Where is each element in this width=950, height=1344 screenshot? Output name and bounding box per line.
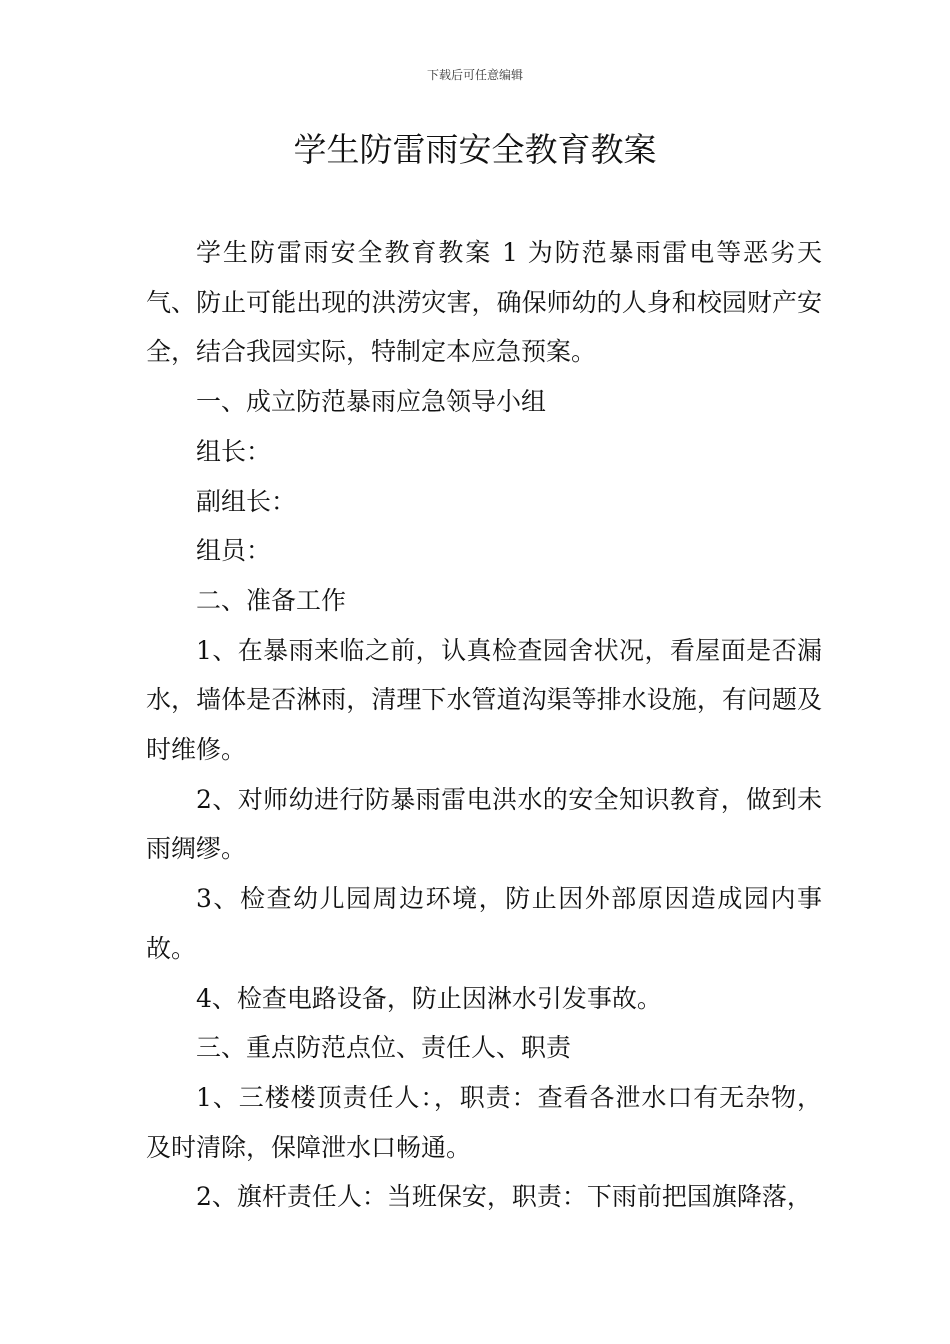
- document-body: [146, 228, 822, 1222]
- heading-section-2: 二、准备工作: [196, 585, 347, 615]
- paragraph-prep-1: 1、在暴雨来临之前，认真检查园舍状况，看屋面是否漏水，墙体是否淋雨，清理下水管道沟渠等排水设施，有问题及时维修。: [146, 635, 822, 765]
- paragraph-prep-3: 3、检查幼儿园周边环境，防止因外部原因造成园内事故。: [146, 884, 822, 963]
- heading-section-1: 一、成立防范暴雨应急领导小组: [196, 387, 547, 417]
- paragraph-members: 组员：: [196, 536, 272, 566]
- document-title: 学生防雷雨安全教育教案: [293, 130, 657, 169]
- heading-section-3: 三、重点防范点位、责任人、职责: [196, 1033, 572, 1063]
- paragraph-prep-4: 4、检查电路设备，防止因淋水引发事故。: [196, 983, 662, 1013]
- paragraph-deputy-leader: 副组长：: [196, 486, 297, 516]
- paragraph-prep-2: 2、对师幼进行防暴雨雷电洪水的安全知识教育，做到未雨绸缪。: [146, 784, 822, 864]
- paragraph-duty-1: 1、三楼楼顶责任人：，职责：查看各泄水口有无杂物，及时清除，保障泄水口畅通。: [146, 1082, 822, 1162]
- paragraph-leader: 组长：: [196, 436, 272, 466]
- header-note: 下载后可任意编辑: [426, 68, 523, 82]
- paragraph-intro: 学生防雷雨安全教育教案 1 为防范暴雨雷电等恶劣天气、防止可能出现的洪涝灾害，确保师幼的人身和校园财产安全，结合我园实际，特制定本应急预案。: [146, 238, 822, 367]
- paragraph-duty-2: 2、旗杆责任人：当班保安，职责：下雨前把国旗降落，: [196, 1182, 812, 1212]
